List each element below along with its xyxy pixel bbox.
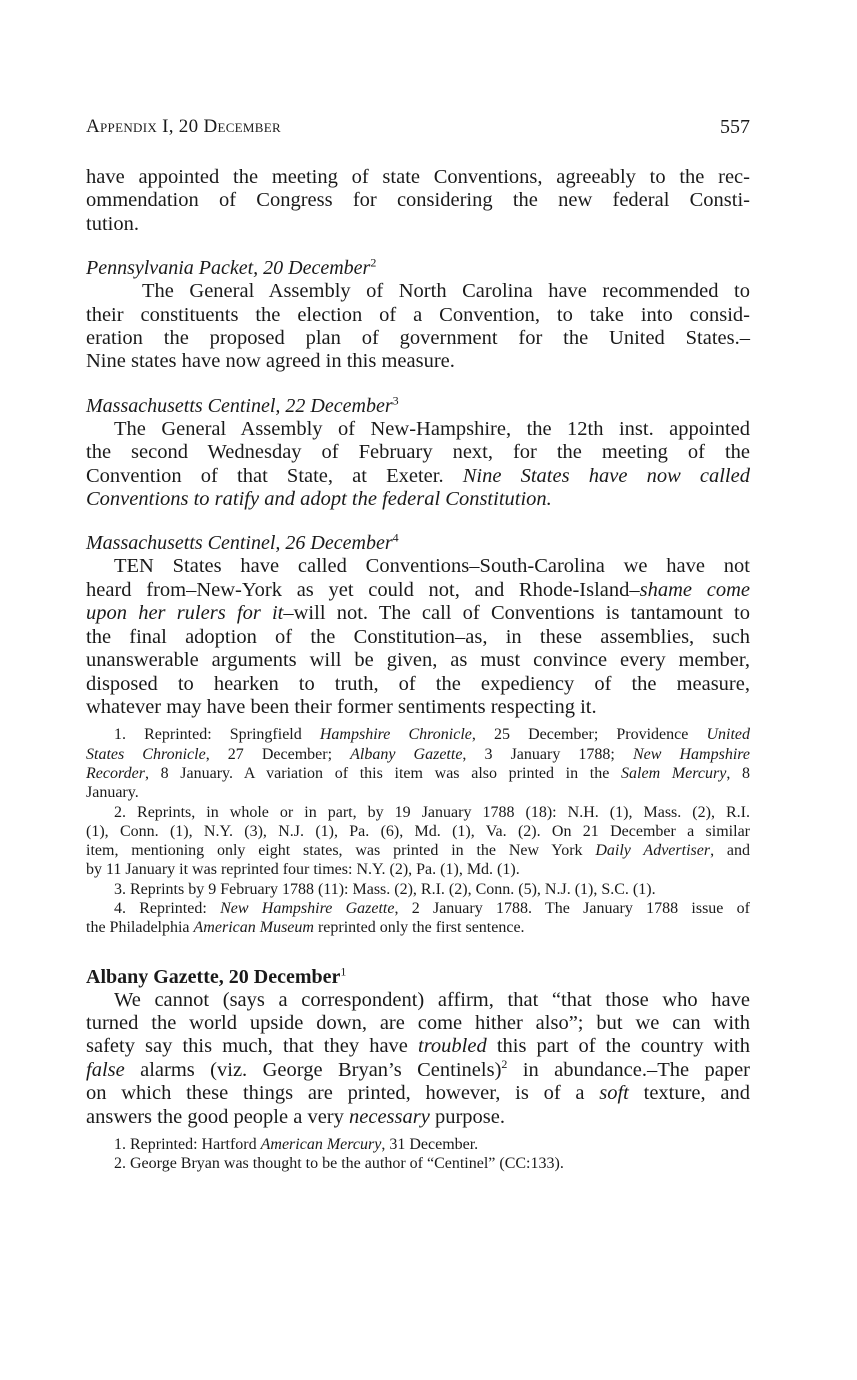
italic-run: Nine States have now called bbox=[462, 464, 750, 487]
running-head bbox=[86, 116, 750, 142]
text-line bbox=[86, 841, 750, 860]
packet-paragraph bbox=[86, 280, 750, 374]
text-run: , and bbox=[710, 842, 751, 860]
centinel-26-paragraph bbox=[86, 555, 750, 719]
text-line: (1), Conn. (1), N.Y. (3), N.J. (1), Pa. (6), Md. (1), Va. (2). On 21 December a similar bbox=[86, 822, 750, 840]
text-line: The General Assembly of New-Hampshire, the 12th inst. appointed bbox=[114, 417, 750, 440]
text-line: have appointed the meeting of state Conventions, agreeably to the rec- bbox=[86, 166, 750, 188]
text-line: 3. Reprints by 9 February 1788 (11): Mass. (2), R.I. (2), Conn. (5), N.J. (1), S.C. (1). bbox=[114, 880, 656, 898]
text-run: reprinted only the first sentence. bbox=[313, 919, 525, 937]
italic-run: New Hampshire bbox=[632, 745, 750, 763]
section-heading-albany bbox=[86, 963, 750, 989]
text-line: January. bbox=[86, 784, 139, 802]
text-run: texture, and bbox=[628, 1082, 751, 1105]
text-line bbox=[86, 1106, 750, 1129]
text-run: alarms (viz. George Bryan’s Centinels) bbox=[124, 1058, 502, 1081]
text-line bbox=[86, 1035, 750, 1058]
text-run: , 25 December; Providence bbox=[471, 726, 707, 744]
text-line bbox=[86, 918, 750, 937]
section-heading-centinel-26 bbox=[86, 532, 750, 555]
text-run: the Philadelphia bbox=[86, 919, 194, 937]
text-run: , 31 December. bbox=[381, 1136, 479, 1154]
text-line: eration the proposed plan of government for the United States.– bbox=[86, 327, 750, 350]
text-run: , 8 bbox=[726, 764, 751, 782]
italic-run: troubled bbox=[418, 1035, 487, 1058]
footnote-3 bbox=[86, 880, 750, 899]
text-line bbox=[86, 579, 750, 602]
text-line: turned the world upside down, are come hither also”; but we can with bbox=[86, 1011, 750, 1034]
text-run: 1. Reprinted: Springfield bbox=[114, 726, 320, 744]
text-line: the second Wednesday of February next, for the meeting of the bbox=[86, 441, 750, 464]
italic-run: Conventions to ratify and adopt the federal Constitution. bbox=[86, 488, 552, 511]
text-run: 1. Reprinted: Hartford bbox=[114, 1136, 261, 1154]
text-line: disposed to hearken to truth, of the expediency of the measure, bbox=[86, 672, 750, 695]
footnote-1 bbox=[86, 1135, 750, 1154]
text-run: answers the good people a very bbox=[86, 1105, 349, 1128]
opening-paragraph bbox=[86, 166, 750, 236]
body-text bbox=[86, 166, 750, 1174]
footnote-2 bbox=[86, 1154, 750, 1173]
italic-run: Hampshire Chronicle bbox=[319, 726, 472, 744]
text-line: 2. Reprints, in whole or in part, by 19 January 1788 (18): N.H. (1), Mass. (2), R.I. bbox=[114, 803, 750, 821]
text-run: safety say this much, that they have bbox=[86, 1035, 418, 1058]
italic-run: United bbox=[706, 726, 751, 744]
text-line: by 11 January it was reprinted four times: N.Y. (2), Pa. (1), Md. (1). bbox=[86, 861, 520, 879]
text-line bbox=[86, 488, 750, 511]
text-line: the final adoption of the Constitution–as, in these assemblies, such bbox=[86, 625, 750, 648]
page-number: 557 bbox=[720, 116, 750, 138]
text-line bbox=[86, 465, 750, 488]
text-line: ommendation of Congress for considering the new federal Consti- bbox=[86, 189, 750, 212]
footnotes-1 bbox=[86, 725, 750, 937]
text-line bbox=[86, 725, 750, 744]
text-line: tution. bbox=[86, 212, 139, 235]
text-run: , 3 January 1788; bbox=[462, 745, 633, 763]
text-run: in abundance.–The paper bbox=[507, 1058, 750, 1081]
text-line: Nine states have now agreed in this measure. bbox=[86, 350, 455, 373]
text-run: –will not. The call of Conventions is tantamount to bbox=[283, 602, 750, 625]
heading-text: Massachusetts Centinel, 22 December bbox=[86, 394, 393, 417]
text-run: this part of the country with bbox=[486, 1035, 750, 1058]
text-line: unanswerable arguments will be given, as must convince every member, bbox=[86, 649, 750, 672]
footnote-2 bbox=[86, 803, 750, 880]
footnote-ref: 1 bbox=[340, 963, 347, 978]
italic-run: Recorder bbox=[86, 764, 145, 782]
text-run: on which these things are printed, however, is of a bbox=[86, 1082, 600, 1105]
text-line: TEN States have called Conventions–South-Carolina we have not bbox=[114, 555, 750, 578]
text-line bbox=[86, 899, 750, 918]
text-line: whatever may have been their former sentiments respecting it. bbox=[86, 695, 597, 718]
section-heading-centinel-22 bbox=[86, 395, 750, 418]
italic-run: States Chronicle bbox=[86, 745, 206, 763]
italic-run: American Museum bbox=[193, 919, 314, 937]
text-line bbox=[86, 1082, 750, 1105]
text-run: Convention of that State, at Exeter. bbox=[86, 464, 463, 487]
centinel-22-paragraph bbox=[86, 418, 750, 512]
text-line: The General Assembly of North Carolina have recommended to bbox=[142, 280, 750, 303]
footnote-ref: 2 bbox=[501, 1056, 508, 1071]
italic-run: false bbox=[86, 1058, 125, 1081]
text-run: 4. Reprinted: bbox=[114, 899, 221, 917]
text-line bbox=[86, 764, 750, 783]
italic-run: upon her rulers for it bbox=[86, 602, 284, 625]
text-line: 2. George Bryan was thought to be the author of “Centinel” (CC:133). bbox=[114, 1155, 564, 1173]
text-line bbox=[86, 745, 750, 764]
text-run: , 2 January 1788. The January 1788 issue of bbox=[394, 899, 750, 917]
text-run: purpose. bbox=[429, 1105, 505, 1128]
heading-text: Pennsylvania Packet, 20 December bbox=[86, 257, 371, 280]
italic-run: Albany Gazette bbox=[350, 745, 463, 763]
text-run: , 27 December; bbox=[205, 745, 351, 763]
footnotes-2 bbox=[86, 1135, 750, 1174]
text-line bbox=[86, 1135, 750, 1154]
section-heading-packet bbox=[86, 257, 750, 280]
heading-text: Albany Gazette, 20 December bbox=[86, 965, 341, 988]
italic-run: Daily Advertiser bbox=[595, 842, 711, 860]
italic-run: necessary bbox=[349, 1105, 430, 1128]
text-run: item, mentioning only eight states, was printed in the New York bbox=[86, 842, 596, 860]
text-run: , 8 January. A variation of this item was also printed in the bbox=[144, 764, 622, 782]
footnote-ref: 3 bbox=[392, 393, 399, 408]
italic-run: New Hampshire Gazette bbox=[220, 899, 395, 917]
footnote-ref: 4 bbox=[392, 530, 399, 545]
albany-paragraph bbox=[86, 989, 750, 1129]
italic-run: American Mercury bbox=[260, 1136, 382, 1154]
italic-run: Salem Mercury bbox=[621, 764, 727, 782]
footnote-ref: 2 bbox=[370, 255, 377, 270]
text-run: heard from–New-York as yet could not, and Rhode-Island– bbox=[86, 578, 640, 601]
footnote-1 bbox=[86, 725, 750, 802]
footnote-4 bbox=[86, 899, 750, 938]
italic-run: shame come bbox=[639, 578, 750, 601]
italic-run: soft bbox=[599, 1082, 629, 1105]
text-line: their constituents the election of a Convention, to take into consid- bbox=[86, 303, 750, 326]
text-line: We cannot (says a correspondent) affirm, that “that those who have bbox=[114, 988, 750, 1011]
heading-text: Massachusetts Centinel, 26 December bbox=[86, 532, 393, 555]
text-line bbox=[86, 1056, 750, 1082]
running-head-title: Appendix I, 20 December bbox=[86, 116, 281, 137]
text-line bbox=[86, 602, 750, 625]
